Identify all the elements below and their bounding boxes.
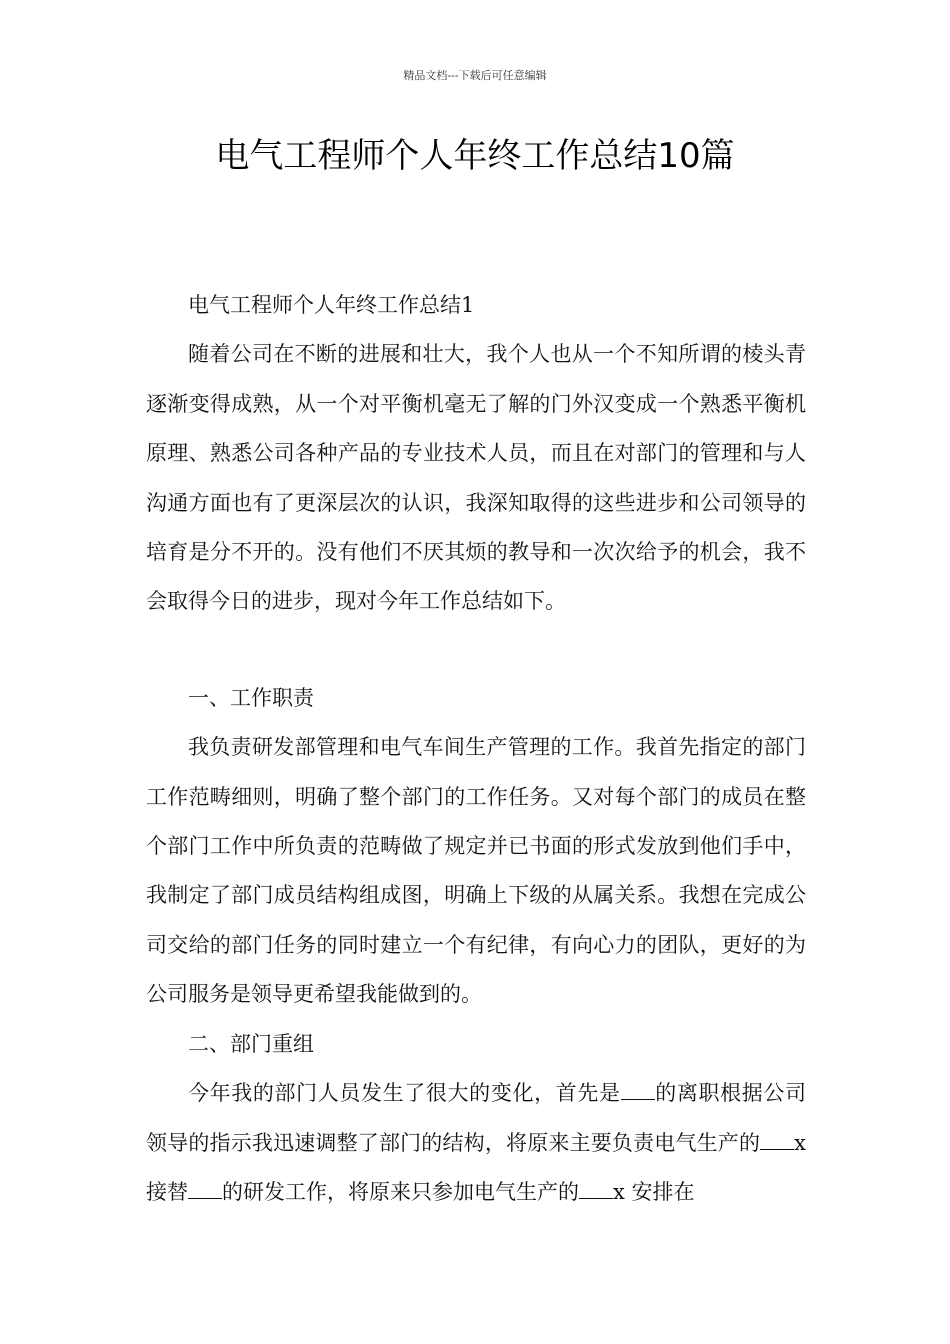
paragraph-gap bbox=[146, 627, 806, 674]
blank-field bbox=[760, 1131, 794, 1150]
document-title: 电气工程师个人年终工作总结10篇 bbox=[215, 136, 735, 176]
blank-field bbox=[579, 1180, 613, 1199]
reorg-text-3: x 接替 bbox=[146, 1130, 806, 1204]
reorg-text-4: 的研发工作，将原来只参加电气生产的 bbox=[222, 1179, 579, 1204]
duty-paragraph: 我负责研发部管理和电气车间生产管理的工作。我首先指定的部门工作范畴细则，明确了整个部门的工作任务。又对每个部门的成员在整个部门工作中所负责的范畴做了规定并已书面的形式发放到他们手中，我制定了部门成员结构组成图，明确上下级的从属关系。我想在完成公司交给的部门任务的同时建立一个有纪律，有向心力的团队，更好的为公司服务是领导更希望我能做到的。 bbox=[146, 735, 806, 1007]
section-title: 电气工程师个人年终工作总结1 bbox=[188, 293, 475, 317]
reorg-text-2: 的离职根据公司领导的指示我迅速调整了部门的结构，将原来主要负责电气生产的 bbox=[146, 1081, 807, 1155]
intro-paragraph: 随着公司在不断的进展和壮大，我个人也从一个不知所谓的棱头青逐渐变得成熟，从一个对平衡机毫无了解的门外汉变成一个熟悉平衡机原理、熟悉公司各种产品的专业技术人员，而且在对部门的管理和与人沟通方面也有了更深层次的认识，我深知取得的这些进步和公司领导的培育是分不开的。没有他们不厌其烦的教导和一次次给予的机会，我不会取得今日的进步，现对今年工作总结如下。 bbox=[146, 342, 806, 614]
reorg-text-5: x 安排在 bbox=[613, 1179, 695, 1204]
header-note: 精品文档---下载后可任意编辑 bbox=[403, 69, 547, 82]
blank-field bbox=[188, 1180, 222, 1199]
reorg-text-1: 今年我的部门人员发生了很大的变化，首先是 bbox=[188, 1081, 621, 1106]
heading-work-duties: 一、工作职责 bbox=[188, 685, 314, 710]
reorg-paragraph bbox=[146, 1069, 806, 1217]
heading-department-reorg: 二、部门重组 bbox=[188, 1031, 314, 1056]
blank-field bbox=[621, 1081, 655, 1100]
document-body bbox=[146, 281, 806, 1217]
